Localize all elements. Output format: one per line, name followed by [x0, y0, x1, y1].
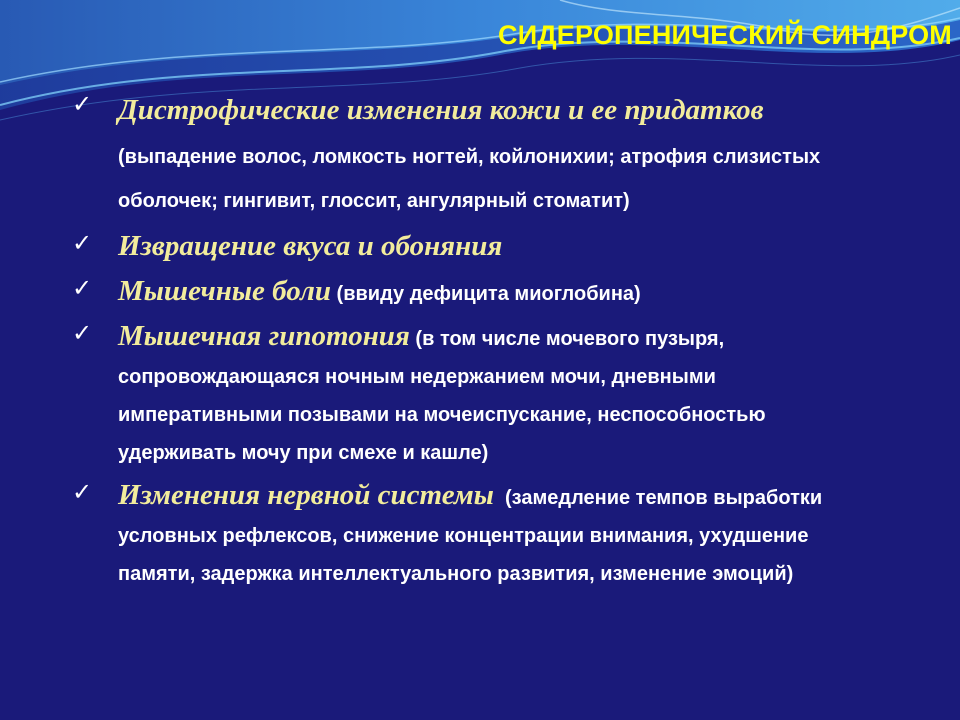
- bullet-item: [72, 227, 872, 268]
- bullet-heading: Мышечные боли: [118, 275, 331, 307]
- bullet-text: [118, 476, 872, 593]
- bullet-text: [118, 317, 872, 472]
- bullet-item: [72, 317, 872, 472]
- bullet-detail: (выпадение волос, ломкость ногтей, койлонихии; атрофия слизистых оболочек; гингивит, глоссит, ангулярный стоматит): [118, 146, 821, 212]
- bullet-item: [72, 272, 872, 313]
- bullet-text: [118, 272, 872, 313]
- bullet-heading: Изменения нервной системы: [118, 479, 494, 511]
- checkmark-icon: ✓: [72, 90, 93, 118]
- checkmark-icon: ✓: [72, 229, 93, 257]
- checkmark-icon: ✓: [72, 274, 93, 302]
- checkmark-icon: ✓: [72, 319, 93, 347]
- slide-title: СИДЕРОПЕНИЧЕСКИЙ СИНДРОМ: [498, 20, 952, 50]
- bullet-detail: (замедление темпов выработки условных рефлексов, снижение концентрации внимания, ухудшение памяти, задержка интеллектуального развития, изменение эмоций): [118, 487, 828, 585]
- bullet-heading: Извращение вкуса и обоняния: [118, 230, 503, 262]
- bullet-heading: Дистрофические изменения кожи и ее придатков: [118, 94, 764, 126]
- checkmark-icon: ✓: [72, 478, 93, 506]
- bullet-list: [72, 88, 872, 593]
- bullet-item: [72, 476, 872, 593]
- bullet-text: [118, 227, 872, 268]
- bullet-heading: Мышечная гипотония: [118, 320, 410, 352]
- bullet-detail: (в том числе мочевого пузыря, сопровождающаяся ночным недержанием мочи, дневными императивными позывами на мочеиспускание, неспособностью удерживать мочу при смехе и кашле): [118, 328, 766, 464]
- bullet-detail: (ввиду дефицита миоглобина): [331, 283, 641, 305]
- bullet-text: [118, 88, 872, 223]
- bullet-item: [72, 88, 872, 223]
